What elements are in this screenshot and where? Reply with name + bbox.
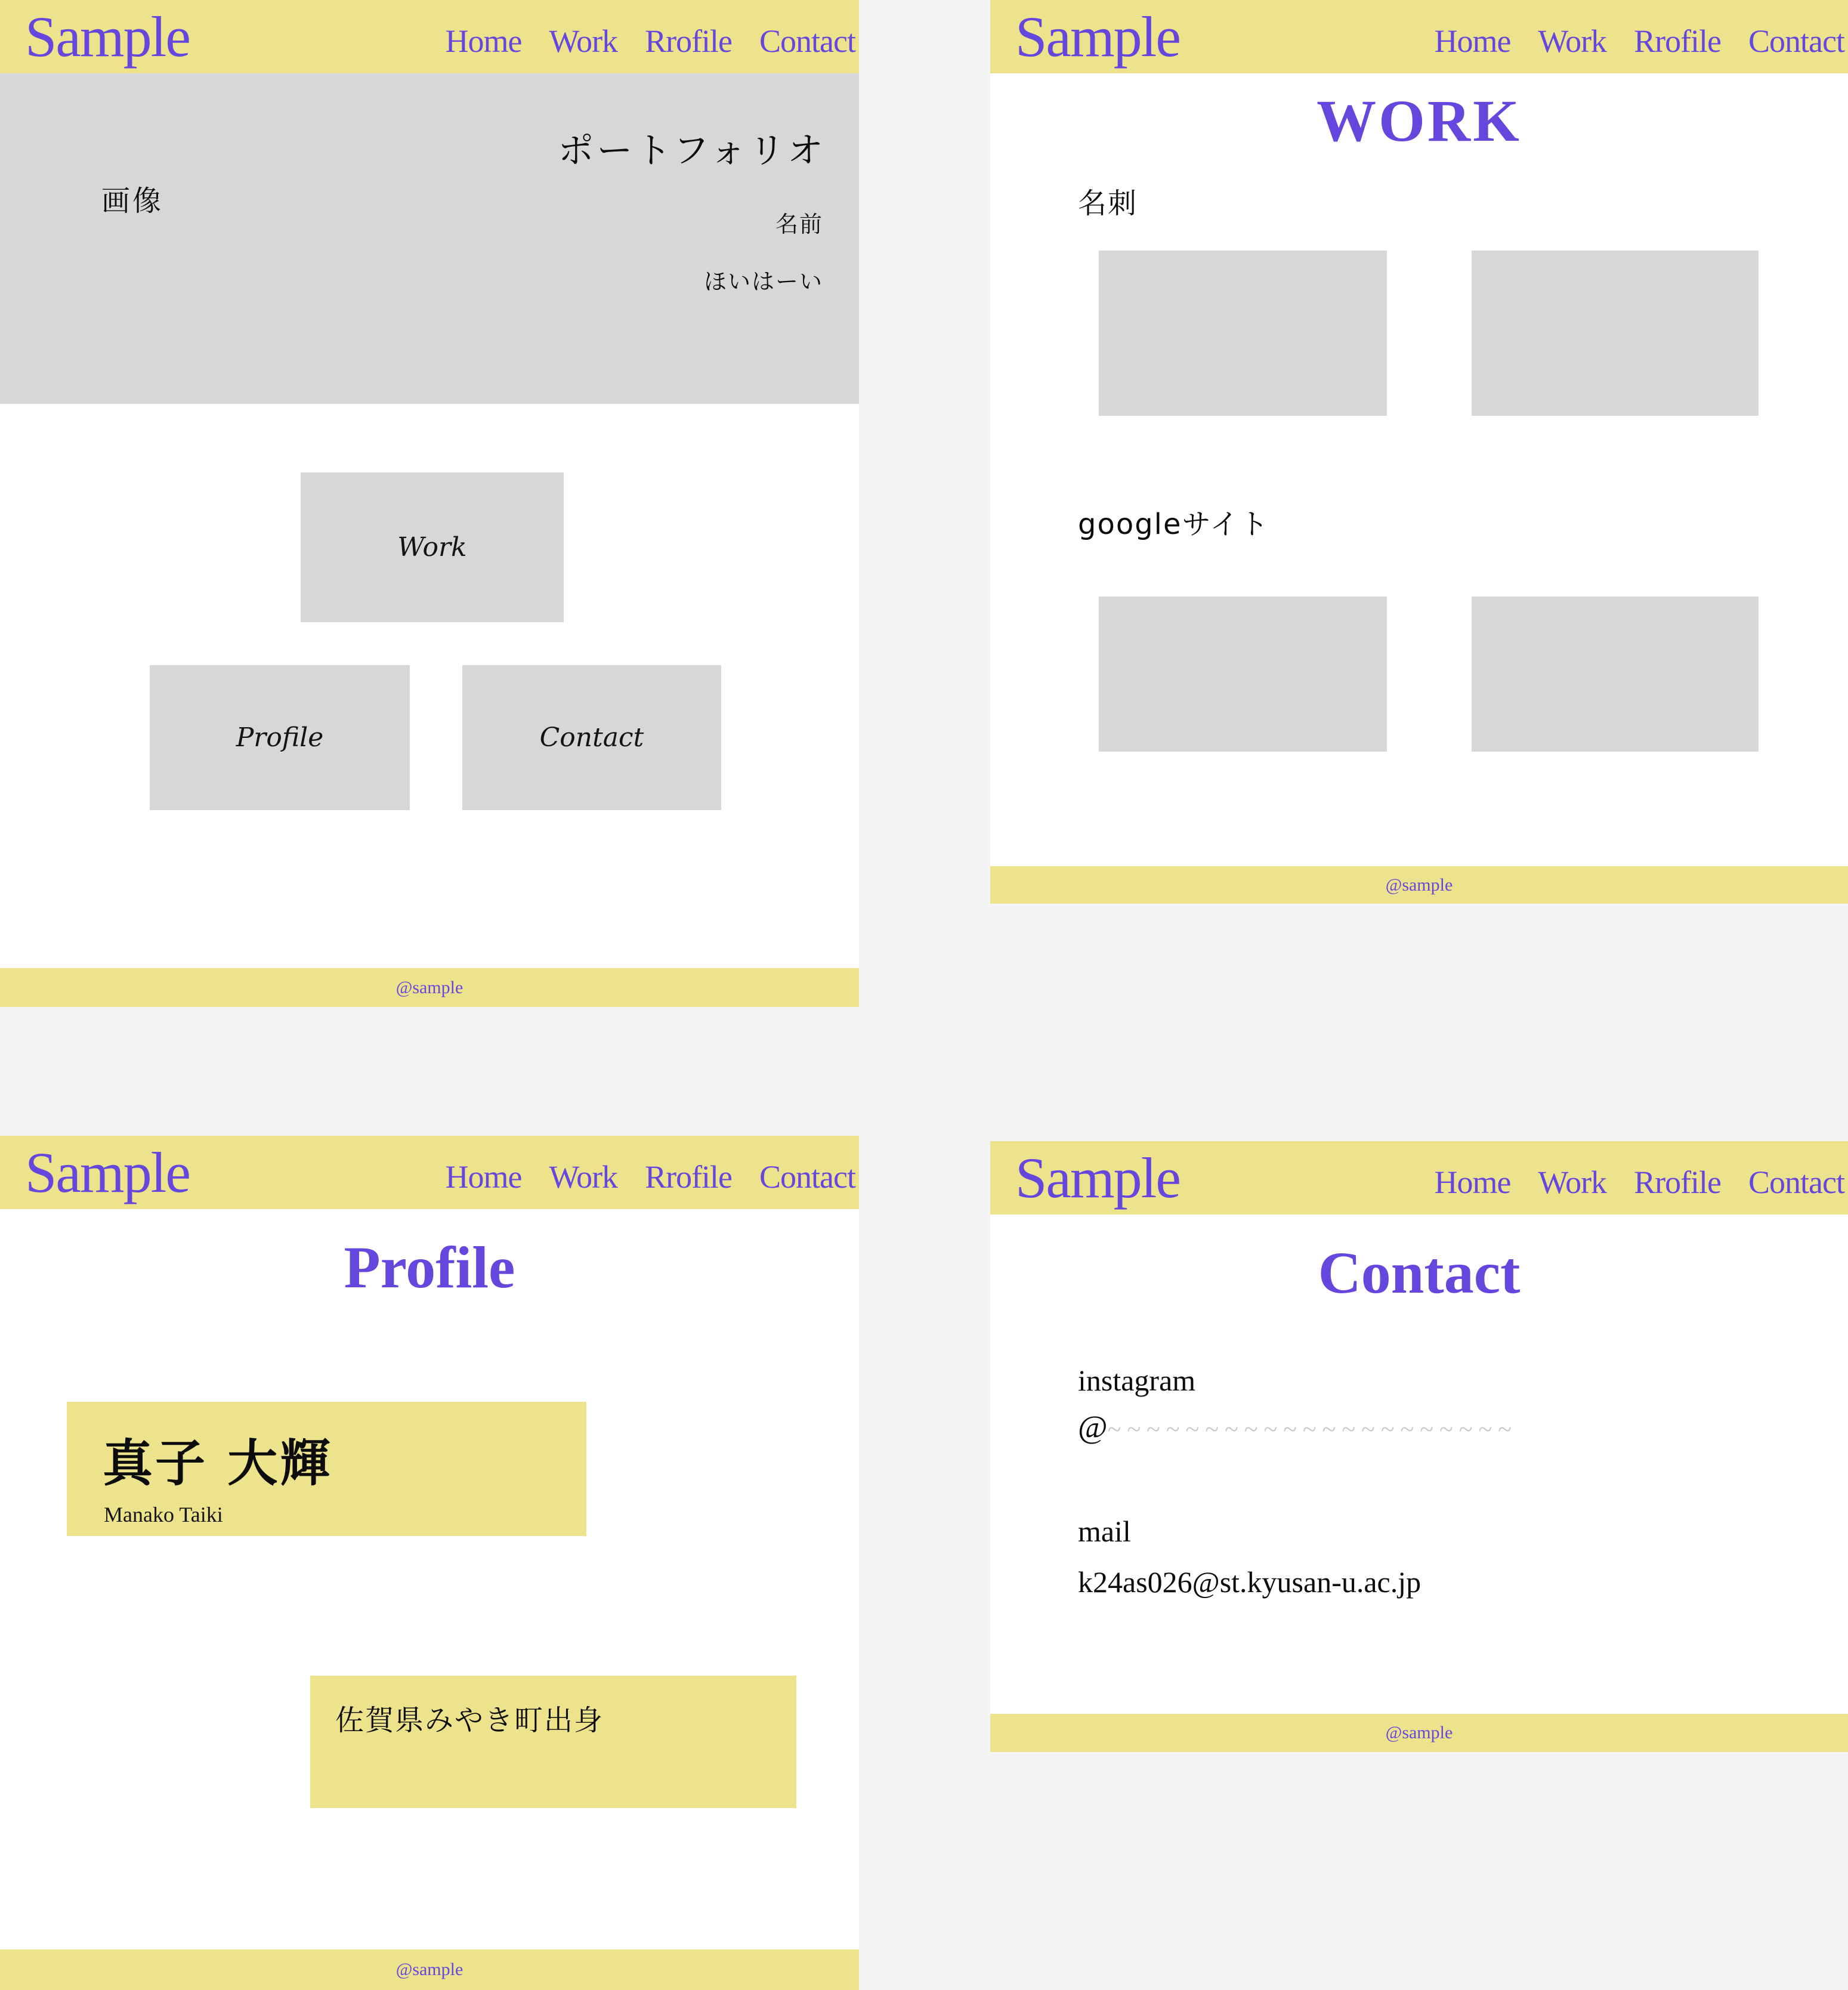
hero-greeting: ほいはーい bbox=[703, 268, 823, 295]
site-header bbox=[0, 1136, 859, 1209]
nav-item-contact[interactable]: Contact bbox=[759, 1158, 855, 1195]
nav-item-work[interactable]: Work bbox=[549, 23, 618, 59]
panel-contact bbox=[990, 1141, 1848, 1752]
hero-banner bbox=[0, 73, 859, 404]
footer-handle: @sample bbox=[1385, 1723, 1453, 1742]
profile-name-box bbox=[67, 1402, 586, 1536]
nav-item-home[interactable]: Home bbox=[445, 23, 522, 59]
nav-item-profile[interactable]: Rrofile bbox=[1634, 1164, 1722, 1200]
instagram-handle bbox=[1078, 1408, 1518, 1445]
instagram-label: instagram bbox=[1078, 1364, 1196, 1397]
work-image-placeholder bbox=[1099, 597, 1387, 752]
main-nav bbox=[1434, 17, 1848, 57]
site-logo[interactable]: Sample bbox=[25, 1140, 190, 1204]
instagram-handle-at: @ bbox=[1078, 1409, 1108, 1445]
card-profile[interactable] bbox=[150, 665, 410, 810]
site-footer bbox=[0, 968, 859, 1007]
main-nav bbox=[445, 17, 859, 57]
site-footer bbox=[990, 1714, 1848, 1752]
nav-item-home[interactable]: Home bbox=[1434, 1164, 1511, 1200]
site-header bbox=[990, 1141, 1848, 1215]
profile-name-romaji: Manako Taiki bbox=[104, 1503, 223, 1527]
profile-name-japanese: 真子 大輝 bbox=[103, 1434, 333, 1492]
footer-handle: @sample bbox=[395, 977, 463, 997]
profile-hometown-text: 佐賀県みやき町出身 bbox=[335, 1704, 604, 1737]
main-nav bbox=[1434, 1158, 1848, 1198]
site-footer bbox=[990, 866, 1848, 904]
nav-item-contact[interactable]: Contact bbox=[1748, 1164, 1844, 1200]
site-logo[interactable]: Sample bbox=[1015, 4, 1180, 69]
nav-item-contact[interactable]: Contact bbox=[759, 23, 855, 59]
card-profile-label: Profile bbox=[236, 722, 324, 753]
site-header bbox=[990, 0, 1848, 73]
nav-item-contact[interactable]: Contact bbox=[1748, 23, 1844, 59]
panel-home bbox=[0, 0, 859, 1007]
nav-item-profile[interactable]: Rrofile bbox=[1634, 23, 1722, 59]
instagram-handle-placeholder: ~~~~~~~~~~~~~~~~~~~~~ bbox=[1107, 1416, 1518, 1444]
card-contact-label: Contact bbox=[539, 722, 644, 753]
page-title-profile: Profile bbox=[344, 1234, 515, 1300]
site-footer bbox=[0, 1949, 859, 1990]
mail-label: mail bbox=[1078, 1515, 1131, 1548]
hero-name-label: 名前 bbox=[775, 211, 823, 237]
work-image-placeholder bbox=[1472, 597, 1759, 752]
nav-item-work[interactable]: Work bbox=[549, 1158, 618, 1195]
card-work[interactable] bbox=[301, 472, 564, 622]
panel-work bbox=[990, 0, 1848, 904]
footer-handle: @sample bbox=[395, 1960, 463, 1979]
card-contact[interactable] bbox=[462, 665, 721, 810]
nav-item-home[interactable]: Home bbox=[1434, 23, 1511, 59]
card-work-label: Work bbox=[397, 532, 467, 563]
section-label-google-site: googleサイト bbox=[1078, 508, 1270, 541]
nav-item-work[interactable]: Work bbox=[1538, 23, 1607, 59]
site-logo[interactable]: Sample bbox=[25, 4, 190, 69]
hero-title: ポートフォリオ bbox=[558, 130, 826, 172]
hero-image-placeholder: 画像 bbox=[101, 184, 164, 218]
main-nav bbox=[445, 1152, 859, 1193]
work-image-placeholder bbox=[1472, 251, 1759, 416]
nav-item-profile[interactable]: Rrofile bbox=[645, 23, 733, 59]
site-logo[interactable]: Sample bbox=[1015, 1145, 1180, 1210]
nav-item-home[interactable]: Home bbox=[445, 1158, 522, 1195]
section-label-meishi: 名刺 bbox=[1078, 187, 1138, 220]
panel-profile bbox=[0, 1136, 859, 1990]
page-title-work: WORK bbox=[1317, 88, 1522, 154]
footer-handle: @sample bbox=[1385, 875, 1453, 895]
mail-address: k24as026@st.kyusan-u.ac.jp bbox=[1078, 1565, 1421, 1599]
site-header bbox=[0, 0, 859, 73]
work-image-placeholder bbox=[1099, 251, 1387, 416]
page-title-contact: Contact bbox=[1318, 1240, 1521, 1306]
nav-item-profile[interactable]: Rrofile bbox=[645, 1158, 733, 1195]
profile-hometown-box bbox=[310, 1676, 796, 1808]
nav-item-work[interactable]: Work bbox=[1538, 1164, 1607, 1200]
